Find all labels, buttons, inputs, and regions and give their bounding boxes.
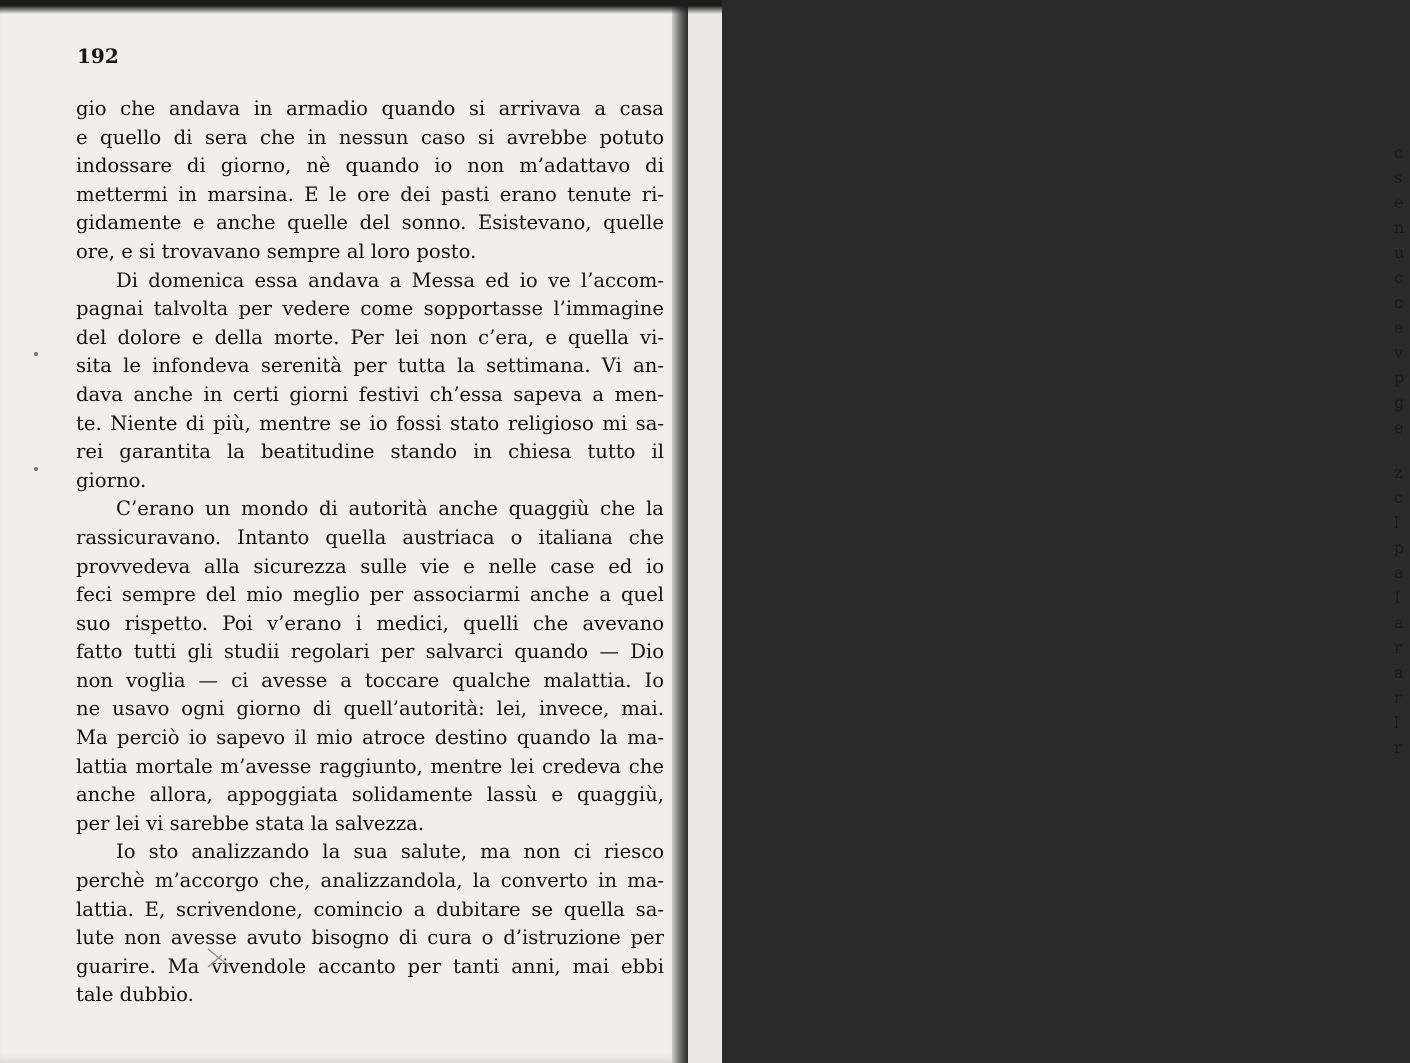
text-line: tale dubbio. [76, 983, 194, 1007]
facing-page-glyph: u [1394, 243, 1405, 262]
text-line: fatto tutti gli studii regolari per salvarci quando — Dio [76, 640, 664, 664]
text-line: rassicuravano. Intanto quella austriaca o italiana che [76, 525, 664, 549]
facing-page-glyph: a [1394, 613, 1404, 632]
margin-dot [34, 352, 38, 356]
facing-page-glyph: g [1394, 393, 1405, 412]
text-line: te. Niente di più, mentre se io fossi stato religioso mi sa- [76, 411, 664, 435]
facing-page-glyph: c [1394, 488, 1403, 507]
text-line: per lei vi sarebbe stata la salvezza. [76, 811, 425, 835]
facing-page-glyph: v [1394, 343, 1404, 362]
facing-page-glyph: e [1394, 318, 1404, 337]
text-line: non voglia — ci avesse a toccare qualche malattia. Io [76, 668, 664, 692]
text-line: perchè m’accorgo che, analizzandola, la converto in ma- [76, 869, 664, 893]
facing-page-glyph: e [1394, 193, 1404, 212]
facing-page-letters [1394, 140, 1410, 760]
pencil-cross-mark-icon [204, 943, 234, 971]
text-line: C’erano un mondo di autorità anche quaggiù che la [116, 497, 664, 521]
text-line: Di domenica essa andava a Messa ed io ve l’accom- [116, 268, 664, 292]
text-line: Ma perciò io sapevo il mio atroce destino quando la ma- [76, 726, 664, 750]
book-page [0, 0, 686, 1063]
text-line: rei garantita la beatitudine stando in chiesa tutto il [76, 440, 664, 464]
text-line: gidamente e anche quelle del sonno. Esistevano, quelle [76, 211, 664, 235]
text-line: mettermi in marsina. E le ore dei pasti erano tenute ri- [76, 182, 664, 206]
margin-dot [34, 467, 38, 471]
text-line: anche allora, appoggiata solidamente lassù e quaggiù, [76, 783, 664, 807]
text-line: lute non avesse avuto bisogno di cura o d’istruzione per [76, 926, 664, 950]
facing-page-glyph: r [1394, 738, 1402, 757]
facing-page-glyph: I [1394, 588, 1401, 607]
facing-page-glyph: s [1394, 168, 1403, 187]
facing-page-glyph: p [1394, 368, 1405, 387]
facing-page-glyph: z [1394, 463, 1403, 482]
text-line: del dolore e della morte. Per lei non c’era, e quella vi- [76, 325, 664, 349]
facing-page-glyph: c [1394, 268, 1403, 287]
facing-page-glyph: p [1394, 538, 1405, 557]
facing-page-glyph: c [1394, 293, 1403, 312]
facing-page-glyph: l [1394, 513, 1400, 532]
text-line: pagnai talvolta per vedere come sopportasse l’immagine [76, 297, 664, 321]
paragraph [76, 838, 664, 1010]
page-number: 192 [77, 44, 119, 68]
text-line: suo rispetto. Poi v’erano i medici, quelli che avevano [76, 611, 664, 635]
paragraph [76, 267, 664, 496]
text-line: sita le infondeva serenità per tutta la settimana. Vi an- [76, 354, 664, 378]
text-line: indossare di giorno, nè quando io non m’adattavo di [76, 154, 664, 178]
text-line: lattia. E, scrivendone, comincio a dubitare se quella sa- [76, 897, 664, 921]
text-line: dava anche in certi giorni festivi ch’essa sapeva a men- [76, 382, 664, 406]
facing-page-glyph: n [1394, 218, 1405, 237]
paragraph [76, 95, 664, 267]
facing-page-glyph: a [1394, 663, 1404, 682]
facing-page-glyph: l [1394, 713, 1400, 732]
text-line: provvedeva alla sicurezza sulle vie e nelle case ed io [76, 554, 664, 578]
text-line: e quello di sera che in nessun caso si avrebbe potuto [76, 125, 664, 149]
text-line: giorno. [76, 468, 147, 492]
facing-page-glyph: c [1394, 143, 1403, 162]
text-line: lattia mortale m’avesse raggiunto, mentre lei credeva che [76, 754, 664, 778]
scan-shadow [0, 0, 722, 14]
text-line: gio che andava in armadio quando si arrivava a casa [76, 97, 664, 120]
text-line: ore, e si trovavano sempre al loro posto. [76, 239, 477, 263]
facing-page-glyph [1394, 440, 1410, 460]
paragraph [76, 495, 664, 838]
facing-page-edge [688, 0, 1405, 1063]
facing-page-glyph: r [1394, 638, 1402, 657]
text-line: guarire. Ma vivendole accanto per tanti anni, mai ebbi [76, 954, 664, 978]
text-line: ne usavo ogni giorno di quell’autorità: lei, invece, mai. [76, 697, 664, 721]
text-line: feci sempre del mio meglio per associarmi anche a quel [76, 583, 664, 607]
text-line: Io sto analizzando la sua salute, ma non ci riesco [116, 840, 664, 864]
facing-page-glyph: a [1394, 563, 1404, 582]
facing-page-glyph: e [1394, 418, 1404, 437]
facing-page-glyph: r [1394, 688, 1402, 707]
body-text [76, 95, 664, 1010]
